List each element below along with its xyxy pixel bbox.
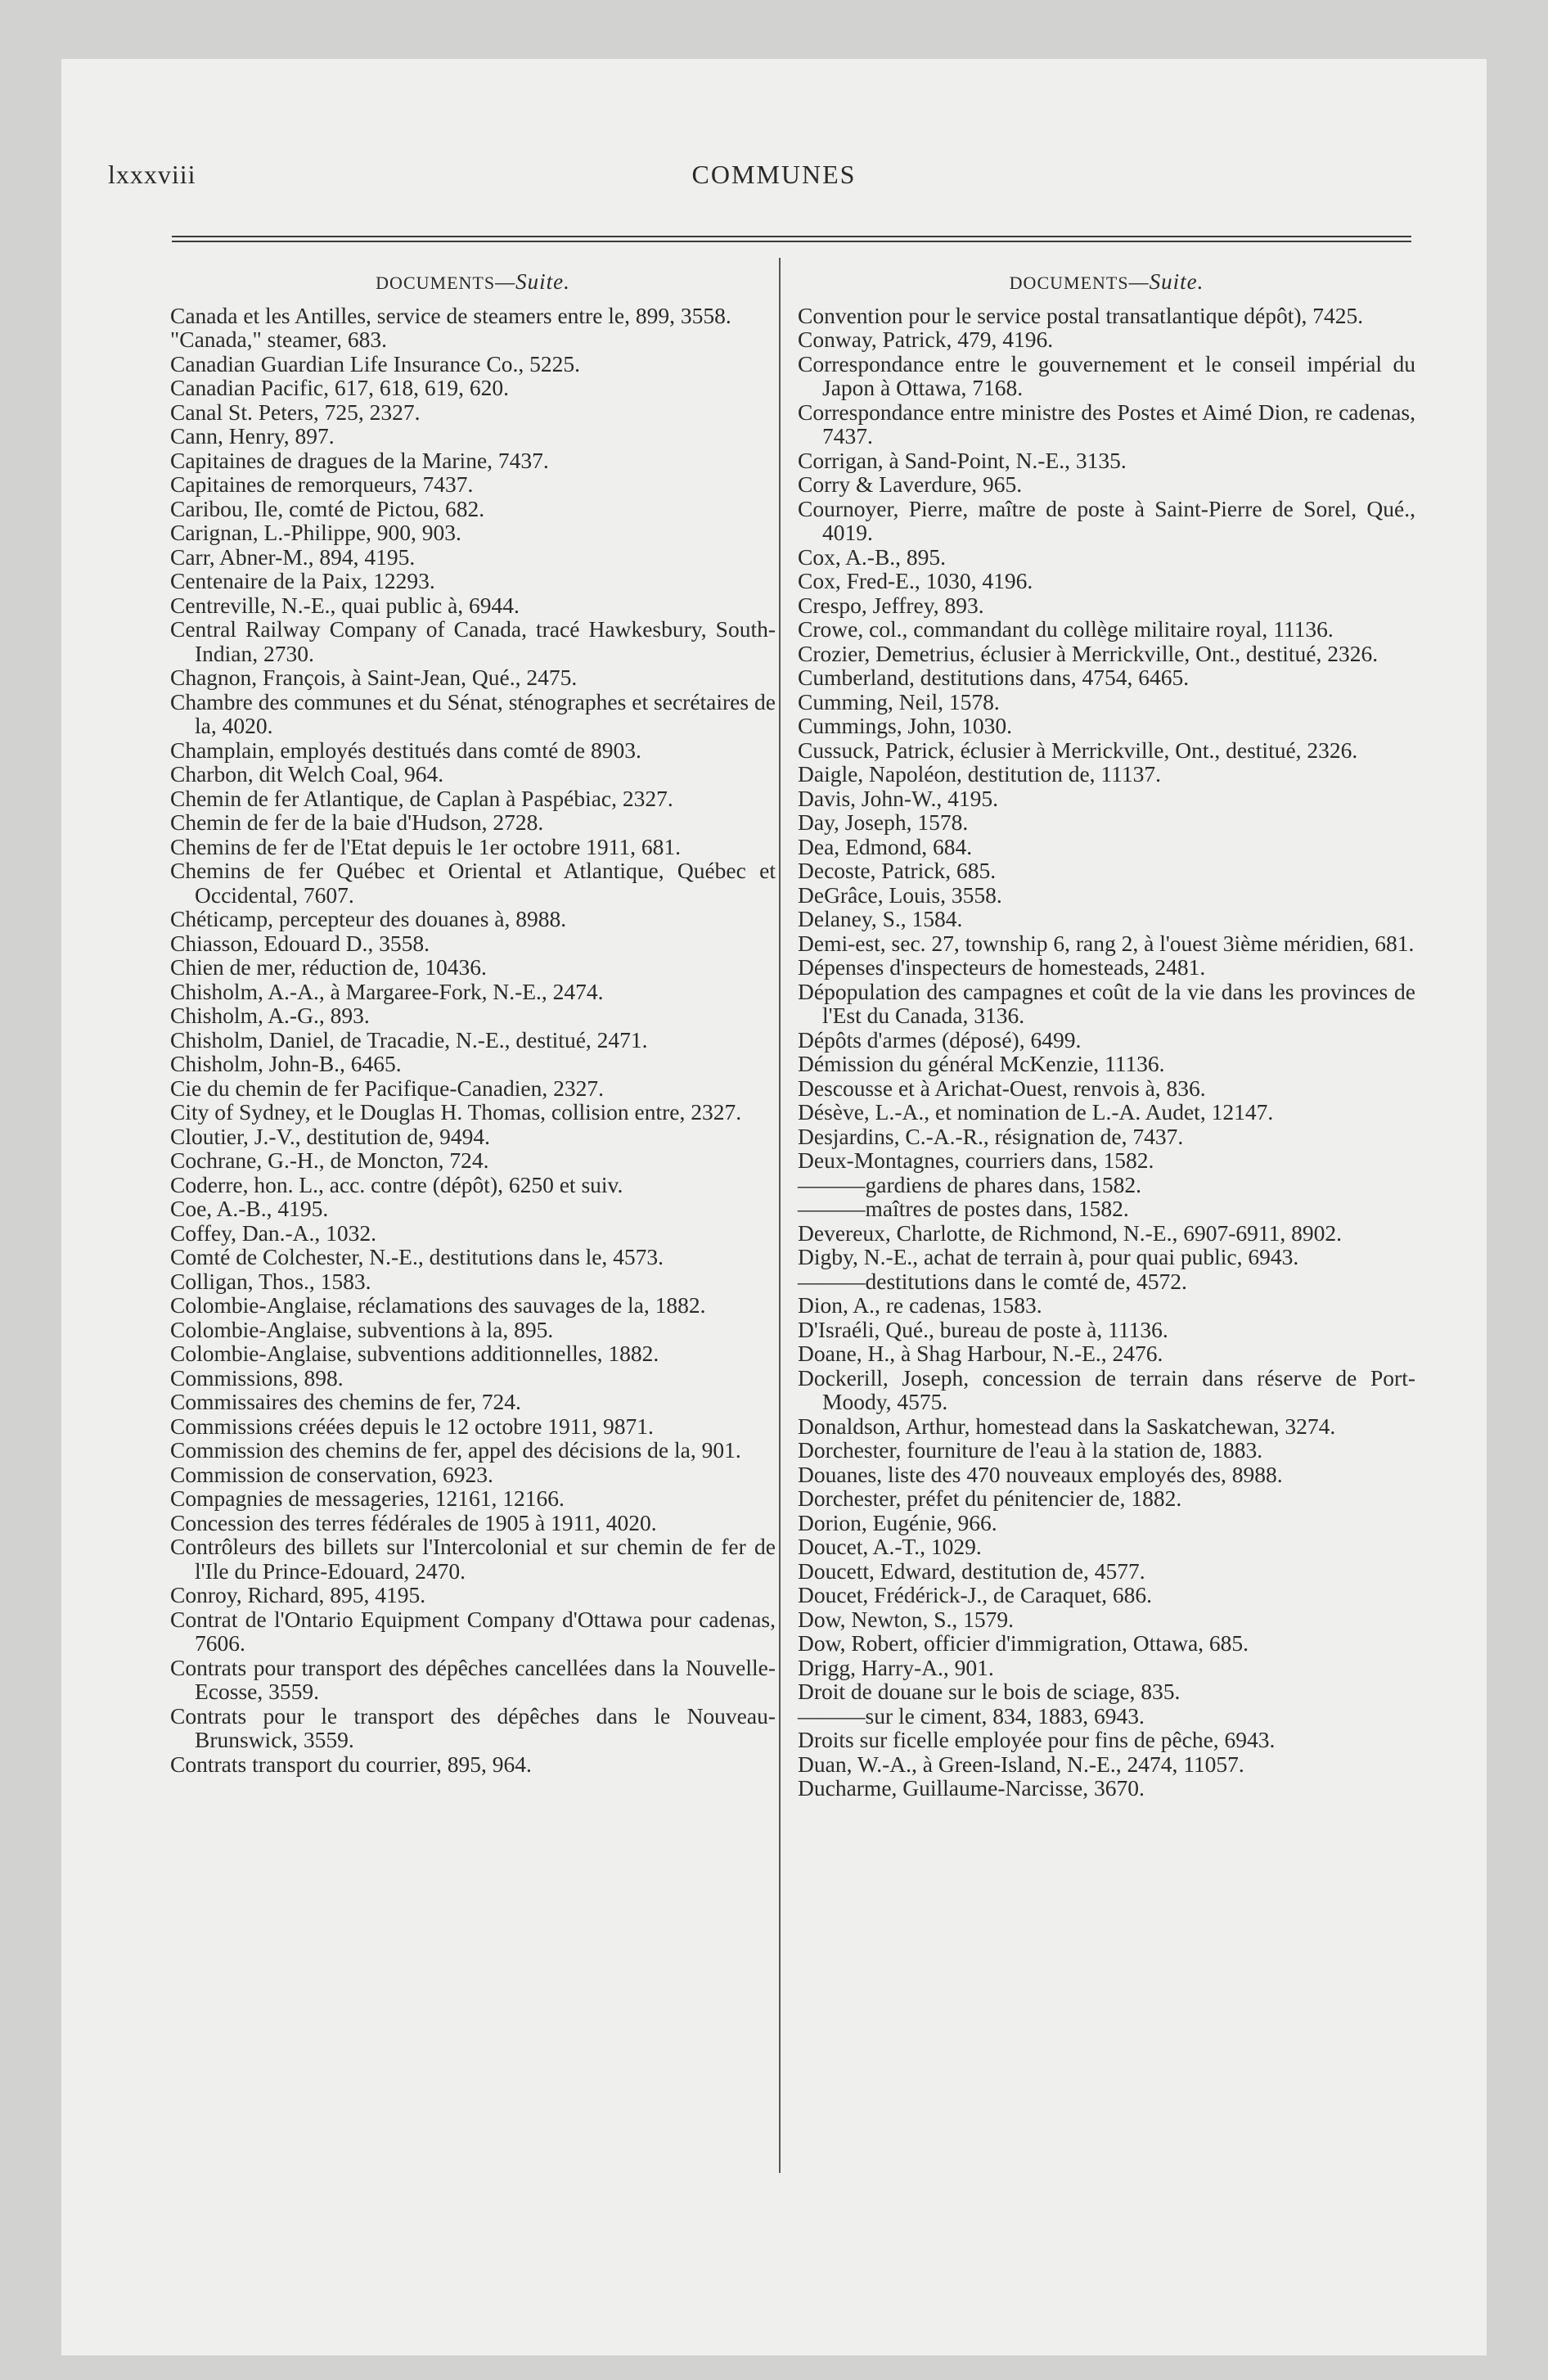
index-entry: Cumberland, destitutions dans, 4754, 6465. xyxy=(798,665,1190,690)
index-entry: Delaney, S., 1584. xyxy=(798,906,963,931)
index-entry: Droit de douane sur le bois de sciage, 835. xyxy=(798,1679,1181,1704)
index-entry: Davis, John-W., 4195. xyxy=(798,785,998,811)
index-entry: Chambre des communes et du Sénat, sténographes et secrétaires de la, 4020. xyxy=(170,688,776,738)
index-entry: Correspondance entre le gouvernement et le conseil impérial du Japon à Ottawa, 7168. xyxy=(798,350,1415,400)
index-entry: DeGrâce, Louis, 3558. xyxy=(798,881,1002,908)
index-entry: Contrôleurs des billets sur l'Intercolonial et sur chemin de fer de l'Ile du Prince-Edouard, 2470. xyxy=(170,1534,776,1584)
index-entry: Démission du général McKenzie, 11136. xyxy=(798,1051,1165,1076)
index-entry: Capitaines de remorqueurs, 7437. xyxy=(170,471,474,497)
index-entry: Chéticamp, percepteur des douanes à, 8988. xyxy=(170,906,567,931)
index-entry: City of Sydney, et le Douglas H. Thomas, collision entre, 2327. xyxy=(170,1099,742,1125)
header-rule-bottom xyxy=(172,241,1411,242)
index-entry: ———destitutions dans le comté de, 4572. xyxy=(798,1268,1187,1294)
index-entry: Ducharme, Guillaume-Narcisse, 3670. xyxy=(798,1775,1145,1801)
index-entry: Contrats transport du courrier, 895, 964. xyxy=(170,1751,532,1777)
index-entry: Crowe, col., commandant du collège militaire royal, 11136. xyxy=(798,616,1334,642)
index-entry: Chisholm, Daniel, de Tracadie, N.-E., destitué, 2471. xyxy=(170,1026,648,1053)
index-entry: Decoste, Patrick, 685. xyxy=(798,858,997,883)
index-entry: Donaldson, Arthur, homestead dans la Saskatchewan, 3274. xyxy=(798,1413,1336,1439)
index-entry: Commissions, 898. xyxy=(170,1364,344,1391)
index-entry: Crozier, Demetrius, éclusier à Merrickville, Ont., destitué, 2326. xyxy=(798,640,1379,666)
index-entry: Cummings, John, 1030. xyxy=(798,713,1013,738)
index-entry: Compagnies de messageries, 12161, 12166. xyxy=(170,1485,565,1511)
index-entry: Colombie-Anglaise, subventions additionnelles, 1882. xyxy=(170,1341,659,1366)
index-entry: Dea, Edmond, 684. xyxy=(798,833,973,859)
heading-suffix: —Suite. xyxy=(495,269,570,294)
index-entry: Conway, Patrick, 479, 4196. xyxy=(798,327,1054,352)
index-entry: Cox, A.-B., 895. xyxy=(798,543,947,570)
index-entry: Carr, Abner-M., 894, 4195. xyxy=(170,543,416,570)
index-entry: Dorchester, fourniture de l'eau à la station de, 1883. xyxy=(798,1437,1263,1463)
index-entry: Coderre, hon. L., acc. contre (dépôt), 6250 et suiv. xyxy=(170,1171,623,1197)
index-entry: Douanes, liste des 470 nouveaux employés des, 8988. xyxy=(798,1461,1283,1487)
index-entry: Contrat de l'Ontario Equipment Company d'Ottawa pour cadenas, 7606. xyxy=(170,1606,776,1656)
index-entry: Chien de mer, réduction de, 10436. xyxy=(170,954,487,980)
index-entry: Chisholm, A.-G., 893. xyxy=(170,1003,370,1028)
index-entry: Chagnon, François, à Saint-Jean, Qué., 2475. xyxy=(170,665,578,690)
index-entry: D'Israéli, Qué., bureau de poste à, 11136. xyxy=(798,1316,1168,1342)
left-column xyxy=(170,270,776,1776)
index-entry: Centreville, N.-E., quai public à, 6944. xyxy=(170,592,520,618)
index-entry: ———sur le ciment, 834, 1883, 6943. xyxy=(798,1702,1145,1729)
index-entry: Colombie-Anglaise, subventions à la, 895. xyxy=(170,1316,554,1342)
index-entry: Convention pour le service postal transatlantique dépôt), 7425. xyxy=(798,302,1364,328)
index-entry: ———gardiens de phares dans, 1582. xyxy=(798,1171,1142,1197)
index-entry: Doucet, Frédérick-J., de Caraquet, 686. xyxy=(798,1582,1152,1607)
index-entry: Coffey, Dan.-A., 1032. xyxy=(170,1219,377,1246)
index-entry: Commissaires des chemins de fer, 724. xyxy=(170,1389,521,1414)
index-entry: Droits sur ficelle employée pour fins de pêche, 6943. xyxy=(798,1727,1276,1752)
left-entry-list xyxy=(170,304,776,1777)
index-entry: Descousse et à Arichat-Ouest, renvois à, 836. xyxy=(798,1075,1206,1101)
index-entry: Canal St. Peters, 725, 2327. xyxy=(170,399,421,425)
index-entry: Chemins de fer Québec et Oriental et Atlantique, Québec et Occidental, 7607. xyxy=(170,858,776,908)
index-entry: Commissions créées depuis le 12 octobre 1911, 9871. xyxy=(170,1413,654,1439)
index-entry: Central Railway Company of Canada, tracé Hawkesbury, South-Indian, 2730. xyxy=(170,616,776,666)
page-title: COMMUNES xyxy=(691,160,857,189)
index-entry: Colombie-Anglaise, réclamations des sauvages de la, 1882. xyxy=(170,1292,706,1318)
index-entry: Canada et les Antilles, service de steamers entre le, 899, 3558. xyxy=(170,302,731,328)
index-entry: Dow, Robert, officier d'immigration, Ottawa, 685. xyxy=(798,1630,1249,1656)
index-entry: Dorion, Eugénie, 966. xyxy=(798,1509,997,1535)
index-entry: Dow, Newton, S., 1579. xyxy=(798,1606,1015,1632)
index-entry: Corry & Laverdure, 965. xyxy=(798,471,1023,497)
index-entry: Cann, Henry, 897. xyxy=(170,423,335,449)
index-entry: Canadian Guardian Life Insurance Co., 5225. xyxy=(170,350,580,376)
index-entry: Dépôts d'armes (déposé), 6499. xyxy=(798,1026,1082,1053)
index-entry: Cumming, Neil, 1578. xyxy=(798,688,1000,714)
index-entry: Cox, Fred-E., 1030, 4196. xyxy=(798,568,1033,593)
index-entry: Carignan, L.-Philippe, 900, 903. xyxy=(170,520,461,545)
index-entry: Duan, W.-A., à Green-Island, N.-E., 2474, 11057. xyxy=(798,1751,1244,1777)
index-entry: Chemin de fer de la baie d'Hudson, 2728. xyxy=(170,809,544,835)
right-entry-list xyxy=(798,304,1415,1801)
index-entry: Cloutier, J.-V., destitution de, 9494. xyxy=(170,1123,491,1149)
index-entry: Crespo, Jeffrey, 893. xyxy=(798,592,984,618)
index-entry: Concession des terres fédérales de 1905 à 1911, 4020. xyxy=(170,1509,657,1535)
right-column-heading xyxy=(798,270,1415,295)
header-rule-top xyxy=(172,236,1411,237)
index-entry: Daigle, Napoléon, destitution de, 11137. xyxy=(798,761,1161,787)
left-column-heading xyxy=(170,270,776,295)
index-entry: Cussuck, Patrick, éclusier à Merrickville, Ont., destitué, 2326. xyxy=(798,737,1358,763)
index-entry: Day, Joseph, 1578. xyxy=(798,809,969,835)
index-entry: Cochrane, G.-H., de Moncton, 724. xyxy=(170,1147,489,1173)
index-entry: Chiasson, Edouard D., 3558. xyxy=(170,930,430,956)
index-entry: Champlain, employés destitués dans comté de 8903. xyxy=(170,737,641,763)
index-entry: Chemin de fer Atlantique, de Caplan à Paspébiac, 2327. xyxy=(170,785,673,811)
index-entry: Dorchester, préfet du pénitencier de, 1882. xyxy=(798,1485,1182,1511)
index-entry: Drigg, Harry-A., 901. xyxy=(798,1654,994,1680)
index-entry: Dockerill, Joseph, concession de terrain dans réserve de Port-Moody, 4575. xyxy=(798,1364,1415,1414)
index-entry: Dépopulation des campagnes et coût de la vie dans les provinces de l'Est du Canada, 3136. xyxy=(798,978,1415,1028)
index-entry: "Canada," steamer, 683. xyxy=(170,327,387,352)
index-entry: Conroy, Richard, 895, 4195. xyxy=(170,1582,426,1607)
index-entry: Cournoyer, Pierre, maître de poste à Saint-Pierre de Sorel, Qué., 4019. xyxy=(798,495,1415,545)
index-entry: Capitaines de dragues de la Marine, 7437. xyxy=(170,447,549,473)
index-entry: Contrats pour le transport des dépêches dans le Nouveau-Brunswick, 3559. xyxy=(170,1702,776,1752)
index-entry: Chisholm, John-B., 6465. xyxy=(170,1051,402,1076)
index-entry: Commission des chemins de fer, appel des décisions de la, 901. xyxy=(170,1437,741,1463)
index-entry: Desjardins, C.-A.-R., résignation de, 7437. xyxy=(798,1123,1184,1149)
heading-label: DOCUMENTS xyxy=(376,273,496,293)
index-entry: Dion, A., re cadenas, 1583. xyxy=(798,1292,1042,1318)
index-entry: Commission de conservation, 6923. xyxy=(170,1461,493,1487)
index-entry: Caribou, Ile, comté de Pictou, 682. xyxy=(170,495,485,521)
index-entry: Dépenses d'inspecteurs de homesteads, 2481. xyxy=(798,954,1206,980)
index-entry: Cie du chemin de fer Pacifique-Canadien, 2327. xyxy=(170,1075,604,1101)
index-entry: Doane, H., à Shag Harbour, N.-E., 2476. xyxy=(798,1341,1163,1366)
index-entry: Désève, L.-A., et nomination de L.-A. Audet, 12147. xyxy=(798,1099,1274,1125)
index-entry: Canadian Pacific, 617, 618, 619, 620. xyxy=(170,375,509,400)
index-entry: Devereux, Charlotte, de Richmond, N.-E., 6907-6911, 8902. xyxy=(798,1219,1342,1246)
index-entry: Centenaire de la Paix, 12293. xyxy=(170,568,435,593)
index-entry: Charbon, dit Welch Coal, 964. xyxy=(170,761,444,787)
heading-suffix: —Suite. xyxy=(1128,269,1204,294)
index-entry: Corrigan, à Sand-Point, N.-E., 3135. xyxy=(798,447,1127,473)
index-entry: Chemins de fer de l'Etat depuis le 1er octobre 1911, 681. xyxy=(170,833,682,859)
index-entry: ———maîtres de postes dans, 1582. xyxy=(798,1196,1129,1221)
heading-label: DOCUMENTS xyxy=(1009,273,1129,293)
index-entry: Chisholm, A.-A., à Margaree-Fork, N.-E., 2474. xyxy=(170,978,604,1004)
index-entry: Deux-Montagnes, courriers dans, 1582. xyxy=(798,1147,1154,1173)
right-column xyxy=(798,270,1415,1801)
index-entry: Digby, N.-E., achat de terrain à, pour quai public, 6943. xyxy=(798,1244,1299,1269)
page-number: lxxxviii xyxy=(108,160,196,189)
column-separator xyxy=(779,258,781,2173)
index-entry: Correspondance entre ministre des Postes et Aimé Dion, re cadenas, 7437. xyxy=(798,399,1415,449)
index-entry: Demi-est, sec. 27, township 6, rang 2, à l'ouest 3ième méridien, 681. xyxy=(798,930,1415,956)
index-entry: Colligan, Thos., 1583. xyxy=(170,1268,371,1294)
index-entry: Doucett, Edward, destitution de, 4577. xyxy=(798,1557,1145,1584)
index-entry: Contrats pour transport des dépêches cancellées dans la Nouvelle-Ecosse, 3559. xyxy=(170,1654,776,1704)
index-entry: Doucet, A.-T., 1029. xyxy=(798,1534,982,1559)
index-entry: Comté de Colchester, N.-E., destitutions dans le, 4573. xyxy=(170,1244,664,1269)
index-entry: Coe, A.-B., 4195. xyxy=(170,1196,329,1221)
